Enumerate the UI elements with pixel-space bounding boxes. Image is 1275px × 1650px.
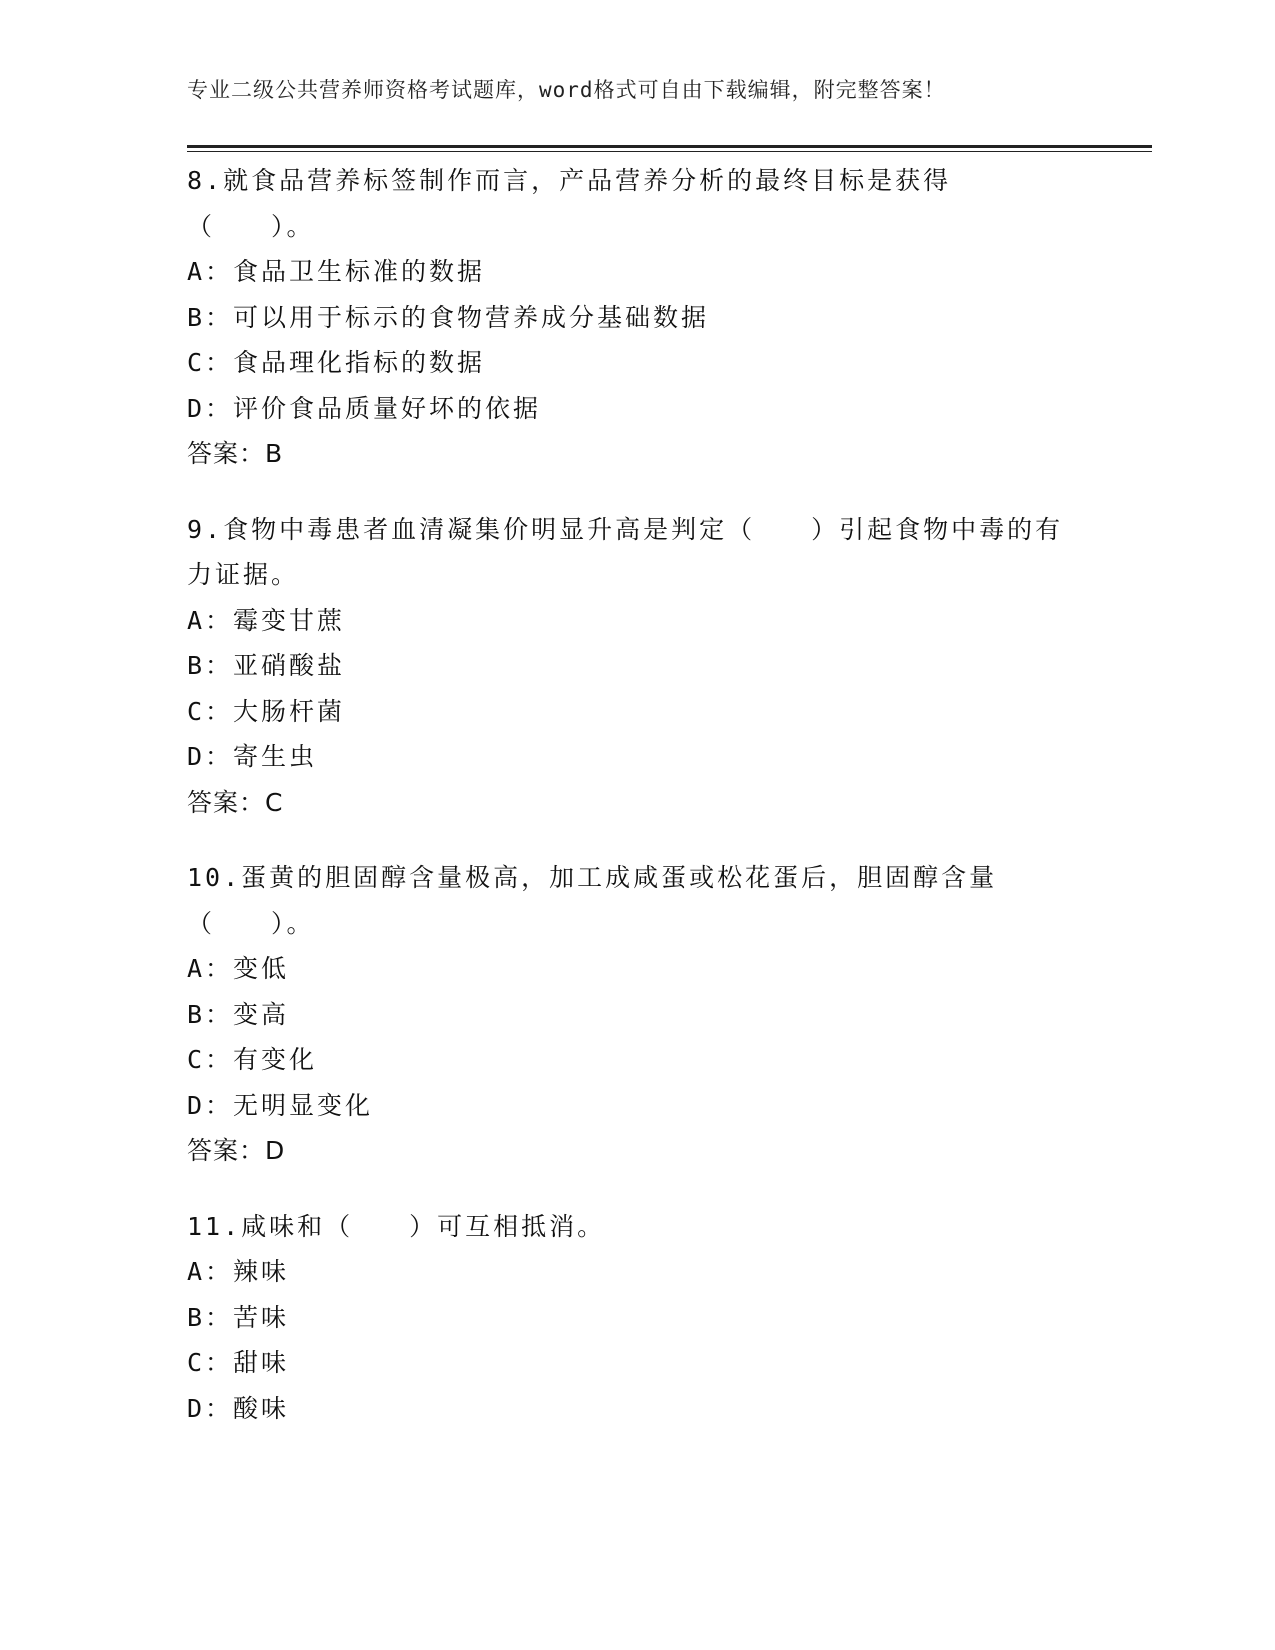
option-a: A：变低 [187, 954, 290, 983]
answer: 答案：D [187, 1136, 286, 1165]
question-text: 8.就食品营养标签制作而言，产品营养分析的最终目标是获得（ ）。 [187, 166, 952, 241]
answer: 答案：C [187, 787, 284, 817]
option-b: B：苦味 [187, 1302, 290, 1332]
option-b: B：亚硝酸盐 [187, 651, 346, 680]
page-header: 专业二级公共营养师资格考试题库，word格式可自由下载编辑，附完整答案！ [187, 78, 946, 102]
option-a: A：辣味 [187, 1257, 290, 1286]
option-c: C：大肠杆菌 [187, 696, 346, 726]
option-d: D：寄生虫 [187, 742, 318, 771]
option-d: D：评价食品质量好坏的依据 [187, 393, 542, 423]
header-rule-thin [187, 151, 1152, 152]
option-b: B：可以用于标示的食物营养成分基础数据 [187, 302, 710, 332]
question-9 [187, 507, 1067, 826]
option-d: D：酸味 [187, 1393, 290, 1423]
question-text: 9.食物中毒患者血清凝集价明显升高是判定（ ）引起食物中毒的有力证据。 [187, 514, 1064, 589]
header-rule-thick [187, 145, 1152, 148]
question-text: 11.咸味和（ ）可互相抵消。 [187, 1211, 606, 1241]
question-list [187, 158, 1067, 1461]
option-c: C：有变化 [187, 1045, 318, 1074]
question-10 [187, 855, 1067, 1174]
option-d: D：无明显变化 [187, 1090, 374, 1120]
question-text: 10.蛋黄的胆固醇含量极高，加工成咸蛋或松花蛋后，胆固醇含量（ ）。 [187, 863, 998, 938]
answer: 答案：B [187, 439, 284, 468]
option-a: A：霉变甘蔗 [187, 605, 346, 635]
option-a: A：食品卫生标准的数据 [187, 257, 486, 286]
option-c: C：甜味 [187, 1348, 290, 1377]
question-11 [187, 1204, 1067, 1432]
question-8 [187, 158, 1067, 477]
option-b: B：变高 [187, 999, 290, 1029]
option-c: C：食品理化指标的数据 [187, 348, 486, 377]
